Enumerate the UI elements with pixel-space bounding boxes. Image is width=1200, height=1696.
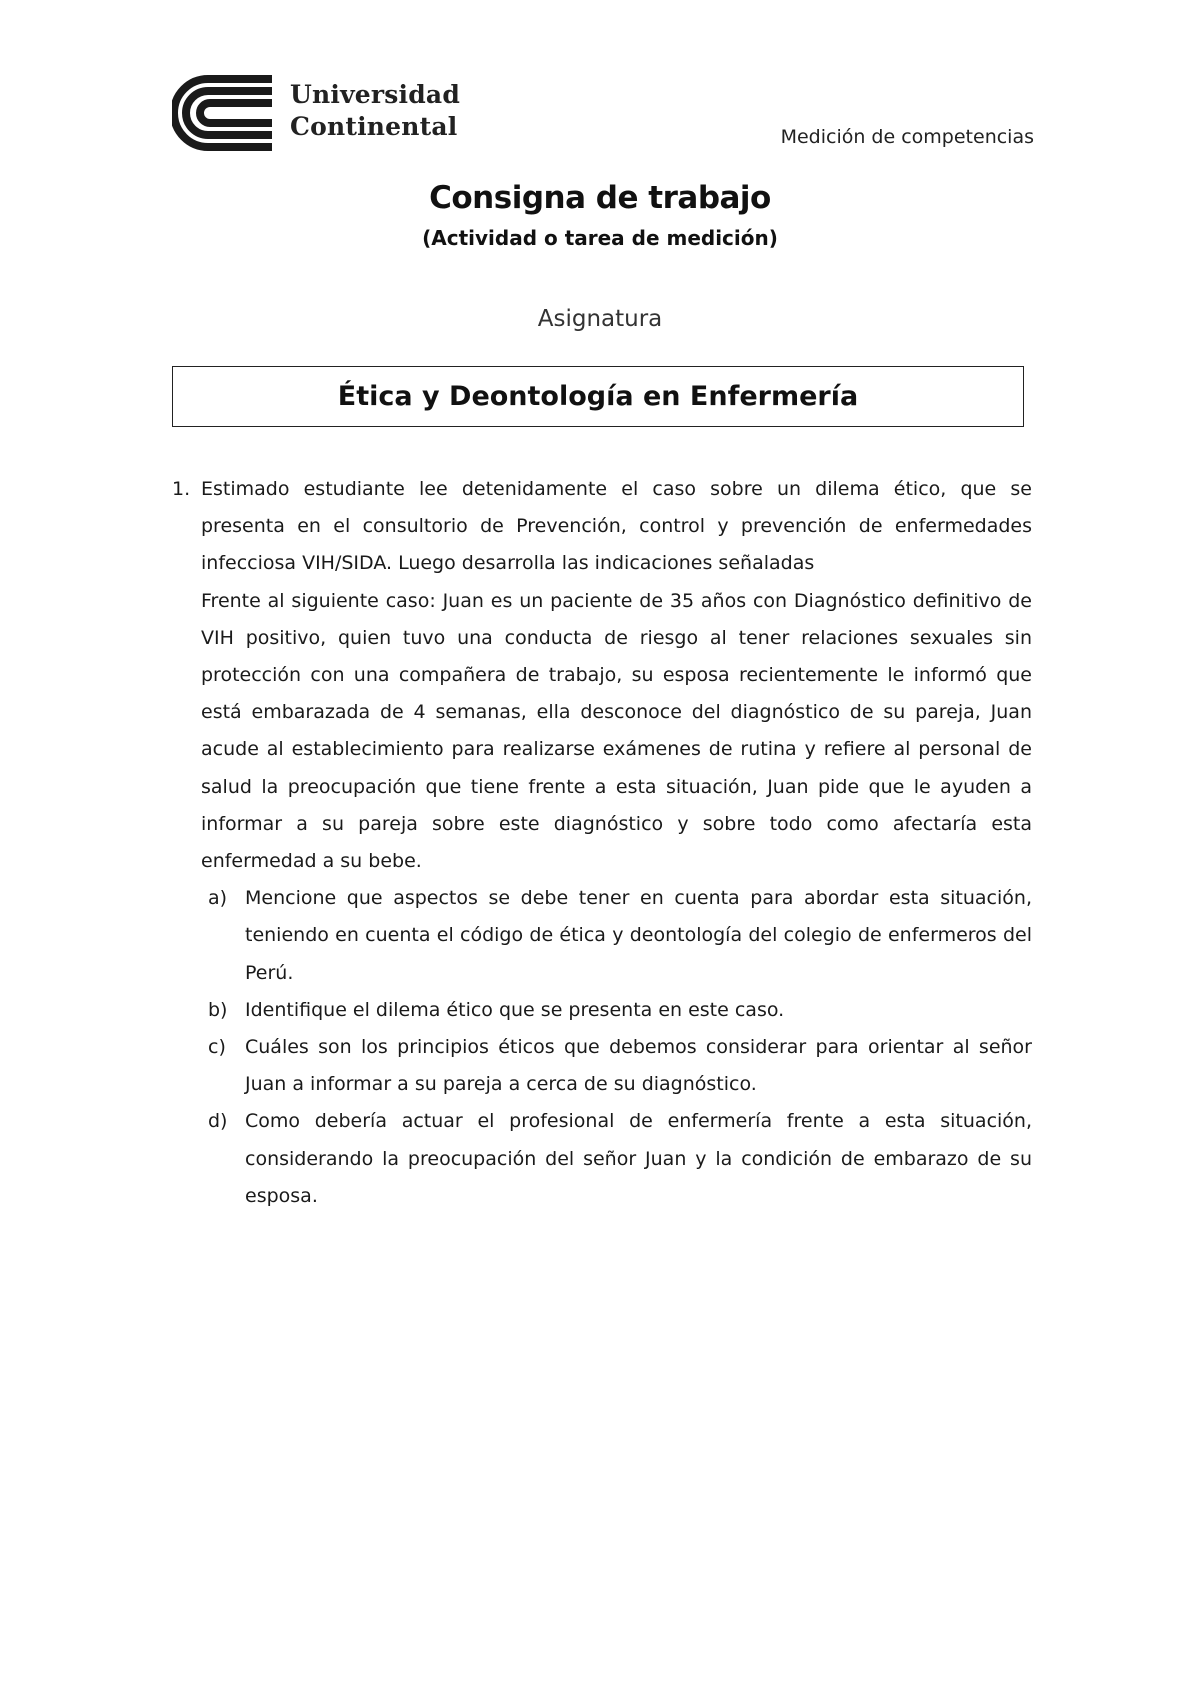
sub-question-label: d) xyxy=(208,1110,228,1133)
page-subtitle: (Actividad o tarea de medición) xyxy=(422,226,778,250)
question-item xyxy=(172,471,1032,1215)
sub-question-c xyxy=(201,1029,1032,1103)
university-logo xyxy=(172,75,461,155)
sub-question-d xyxy=(201,1103,1032,1215)
logo-line-2: Continental xyxy=(290,112,458,141)
logo-line-1: Universidad xyxy=(290,80,461,109)
sub-question-text: Como debería actuar el profesional de enfermería frente a esta situación, considerando la preocupación del señor Juan y la condición de embarazo de su esposa. xyxy=(245,1110,1032,1207)
question-body xyxy=(201,471,1032,1215)
sub-question-text: Identifique el dilema ético que se presenta en este caso. xyxy=(245,998,785,1021)
question-section xyxy=(172,471,1032,1215)
question-intro: Estimado estudiante lee detenidamente el caso sobre un dilema ético, que se presenta en el consultorio de Prevención, control y prevención de enfermedades infecciosa VIH/SIDA. Luego desarrolla las indicaciones señaladas xyxy=(201,478,1032,575)
university-logo-icon xyxy=(172,75,280,151)
sub-question-label: a) xyxy=(208,887,228,910)
logo-wordmark xyxy=(290,79,460,143)
course-name-box xyxy=(172,366,1024,427)
asignatura-label: Asignatura xyxy=(537,306,663,332)
course-name: Ética y Deontología en Enfermería xyxy=(337,381,859,412)
sub-question-a xyxy=(201,880,1032,992)
sub-question-b xyxy=(201,992,1032,1029)
sub-question-text: Cuáles son los principios éticos que debemos considerar para orientar al señor Juan a informar a su pareja a cerca de su diagnóstico. xyxy=(245,1036,1032,1096)
case-description: Frente al siguiente caso: Juan es un paciente de 35 años con Diagnóstico definitivo de VIH positivo, quien tuvo una conducta de riesgo al tener relaciones sexuales sin protección con una compañera de trabajo, su esposa recientemente le informó que está embarazada de 4 semanas, ella desconoce del diagnóstico de su pareja, Juan acude al establecimiento para realizarse exámenes de rutina y refiere al personal de salud la preocupación que tiene frente a esta situación, Juan pide que le ayuden a informar a su pareja sobre este diagnóstico y sobre todo como afectaría esta enfermedad a su bebe. xyxy=(201,589,1032,873)
header-label: Medición de competencias xyxy=(780,126,1034,148)
question-number: 1. xyxy=(172,478,191,500)
page-title: Consigna de trabajo xyxy=(429,180,771,216)
sub-question-label: b) xyxy=(208,998,228,1021)
sub-question-text: Mencione que aspectos se debe tener en cuenta para abordar esta situación, teniendo en cuenta el código de ética y deontología del colegio de enfermeros del Perú. xyxy=(245,887,1032,984)
sub-question-label: c) xyxy=(208,1036,226,1059)
